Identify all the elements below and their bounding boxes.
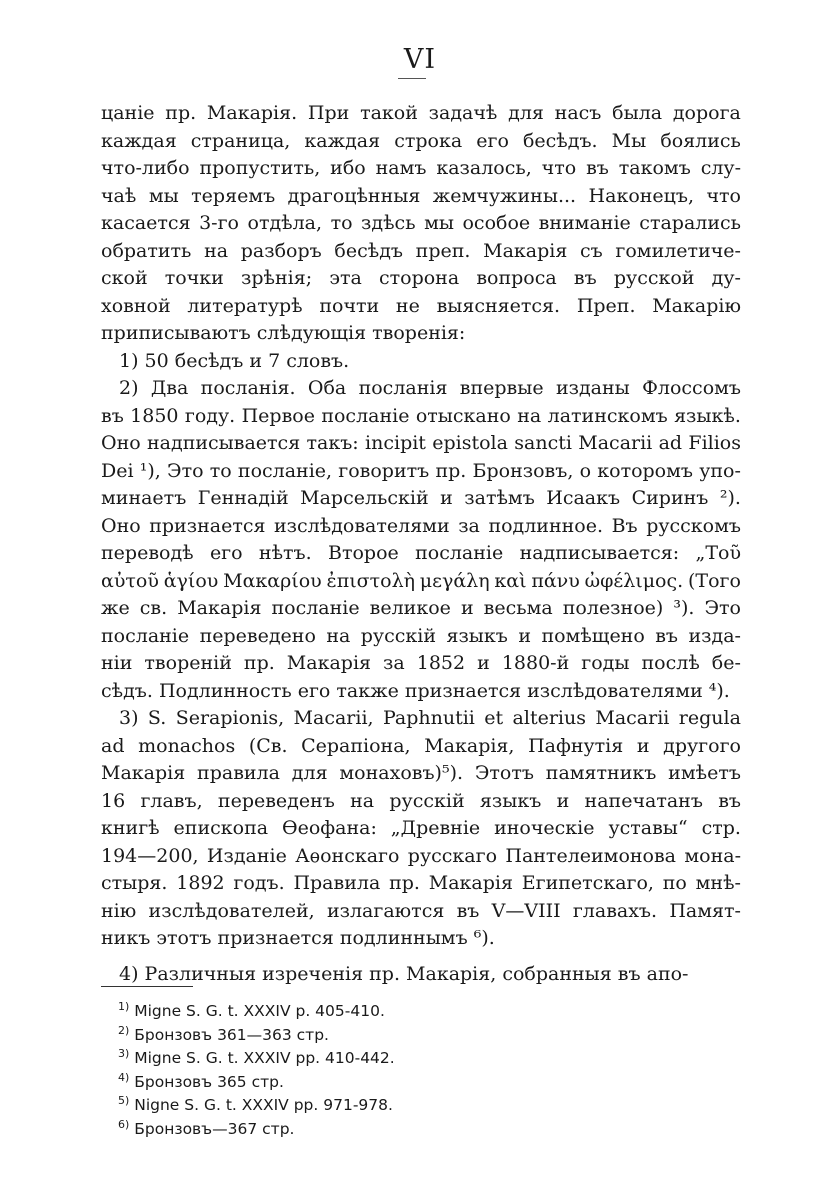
text-line: αὐτοῦ ἁγίου Μακαρίου ἐπιστολὴ μεγάλη καὶ πάνυ ὠφέλιμος. (Того bbox=[101, 569, 741, 592]
text-line: цаніе пр. Макарія. При такой задачѣ для насъ была дорога bbox=[101, 102, 741, 124]
footnote-text: Бронзовъ 361—363 стр. bbox=[134, 1025, 329, 1044]
text-line: касается 3-го отдѣла, то здѣсь мы особое вниманіе старались bbox=[101, 212, 741, 234]
text-line: чаѣ мы теряемъ драгоцѣнныя жемчужины... Наконецъ, что bbox=[101, 184, 741, 207]
intro-paragraph bbox=[101, 100, 741, 348]
text-line: Макарія правила для монаховъ)⁵). Этотъ памятникъ имѣетъ bbox=[101, 762, 741, 784]
text-line: обратить на разборъ бесѣдъ преп. Макарія съ гомилетиче- bbox=[101, 239, 741, 262]
text-line: ховной литературѣ почти не выясняется. Преп. Макарію bbox=[101, 294, 741, 317]
list-item-4: 4) Различныя изреченія пр. Макарія, собранныя въ апо- bbox=[119, 962, 689, 985]
text-line: 16 главъ, переведенъ на русскій языкъ и напечатанъ въ bbox=[101, 789, 741, 812]
header-rule bbox=[398, 78, 426, 79]
footnote bbox=[118, 1094, 638, 1118]
footnote bbox=[118, 1118, 638, 1142]
text-line: 3) S. Serapionis, Macarii, Paphnutii et alterius Macarii regula bbox=[119, 707, 741, 729]
text-line: ad monachos (Св. Серапіона, Макарія, Пафнутія и другого bbox=[101, 734, 741, 757]
text-line: книгѣ епископа Ѳеофана: „Древніе иноческіе уставы“ стр. bbox=[101, 817, 741, 839]
text-line: сѣдъ. Подлинность его также признается изслѣдователями ⁴). bbox=[101, 679, 730, 702]
footnote-mark: 1) bbox=[118, 999, 130, 1013]
footnote-text: Migne S. G. t. XXXIV p. 405-410. bbox=[134, 1002, 385, 1020]
text-line: нію изслѣдователей, излагаются въ V—VIII главахъ. Памят- bbox=[101, 899, 741, 922]
footnote-text: Бронзовъ 365 стр. bbox=[134, 1072, 284, 1091]
list-item-1: 1) 50 бесѣдъ и 7 словъ. bbox=[119, 349, 350, 372]
text-line: приписываютъ слѣдующія творенія: bbox=[101, 322, 466, 344]
footnote-text: Migne S. G. t. XXXIV pp. 410-442. bbox=[134, 1049, 395, 1067]
footnote bbox=[118, 1047, 638, 1071]
footnote bbox=[118, 1000, 638, 1024]
text-line: Dei ¹), Это то посланіе, говоритъ пр. Бронзовъ, о которомъ упо- bbox=[101, 459, 741, 482]
footnote-text: Nigne S. G. t. XXXIV pp. 971-978. bbox=[134, 1096, 393, 1114]
footnote bbox=[118, 1024, 638, 1048]
page-number: VI bbox=[403, 44, 437, 75]
text-line: Оно надписывается такъ: incipit epistola sancti Macarii ad Filios bbox=[101, 432, 741, 454]
text-line: никъ этотъ признается подлиннымъ ⁶). bbox=[101, 927, 495, 949]
footnotes bbox=[118, 1000, 638, 1141]
text-line: стыря. 1892 годъ. Правила пр. Макарія Египетскаго, по мнѣ- bbox=[101, 872, 741, 894]
footnote-rule bbox=[101, 986, 193, 987]
body-text bbox=[101, 100, 741, 988]
footnote-mark: 3) bbox=[118, 1046, 130, 1060]
footnote-mark: 4) bbox=[118, 1070, 130, 1084]
text-line: ской точки зрѣнія; эта сторона вопроса въ русской ду- bbox=[101, 267, 741, 289]
text-line: посланіе переведено на русскій языкъ и помѣщено въ изда- bbox=[101, 624, 741, 647]
footnote bbox=[118, 1071, 638, 1095]
text-line: минаетъ Геннадій Марсельскій и затѣмъ Исаакъ Сиринъ ²). bbox=[101, 487, 741, 509]
footnote-mark: 5) bbox=[118, 1093, 130, 1107]
footnote-mark: 2) bbox=[118, 1023, 130, 1037]
text-line: что-либо пропустить, ибо намъ казалось, что въ такомъ слу- bbox=[101, 157, 741, 179]
text-line: ніи твореній пр. Макарія за 1852 и 1880-й годы послѣ бе- bbox=[101, 652, 741, 674]
text-line: 2) Два посланія. Оба посланія впервые изданы Флоссомъ bbox=[119, 377, 741, 399]
text-line: переводѣ его нѣтъ. Второе посланіе надписывается: „Τοῦ bbox=[101, 542, 741, 564]
text-line: Оно признается изслѣдователями за подлинное. Въ русскомъ bbox=[101, 514, 741, 537]
text-line: въ 1850 году. Первое посланіе отыскано на латинскомъ языкѣ. bbox=[101, 404, 741, 427]
text-line: же св. Макарія посланіе великое и весьма полезное) ³). Это bbox=[101, 597, 741, 619]
footnote-mark: 6) bbox=[118, 1117, 130, 1131]
footnote-text: Бронзовъ—367 стр. bbox=[134, 1119, 295, 1138]
list-item-2 bbox=[101, 375, 741, 705]
text-line: каждая страница, каждая строка его бесѣдъ. Мы боялись bbox=[101, 129, 741, 152]
list-item-3 bbox=[101, 705, 741, 953]
text-line: 194—200, Изданіе Аѳонскаго русскаго Пантелеимонова мона- bbox=[101, 844, 741, 867]
